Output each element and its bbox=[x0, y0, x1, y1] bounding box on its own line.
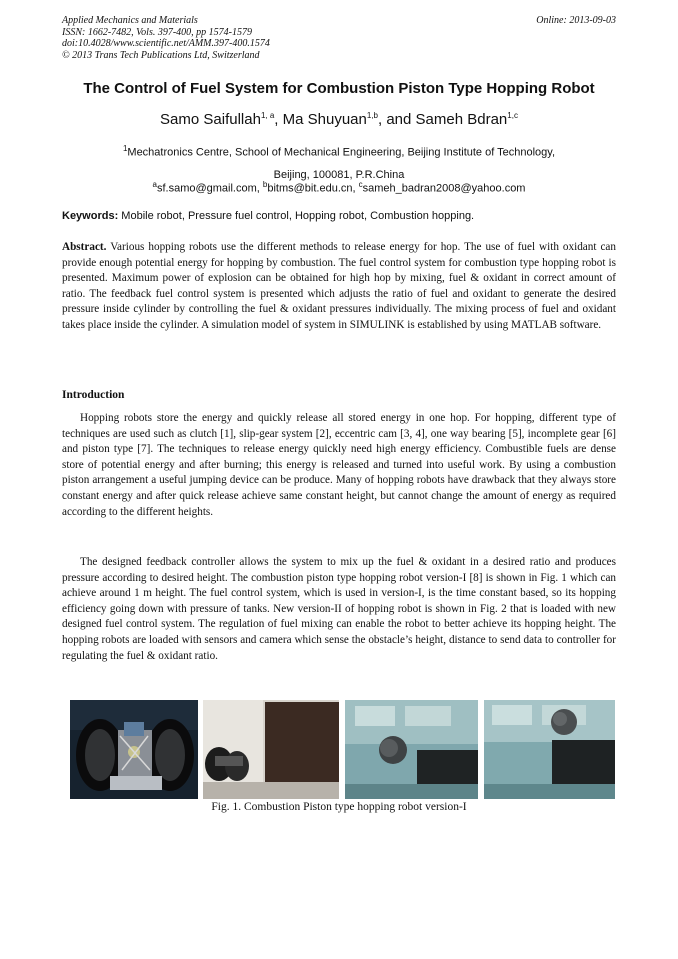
figure-1-caption: Fig. 1. Combustion Piston type hopping robot version-I bbox=[211, 801, 467, 813]
author-affiliation-mark: 1, a bbox=[260, 111, 275, 120]
email-separator: , bbox=[352, 182, 359, 195]
keywords bbox=[62, 210, 622, 222]
paper-title: The Control of Fuel System for Combustion Piston Type Hopping Robot bbox=[83, 80, 595, 97]
email-separator: , bbox=[256, 182, 263, 195]
affiliation-mark: 1 bbox=[122, 144, 128, 153]
online-date: Online: 2013-09-03 bbox=[536, 15, 616, 26]
author-affiliation-mark: 1,c bbox=[507, 111, 518, 120]
introduction-paragraph-2: The designed feedback controller allows the system to mix up the fuel & oxidant in a desired ratio and produces pressure according to desired height. The combustion piston type hopping robot version-I [8] is shown in Fig. 1 which can achieve around 1 m height. The fuel control system, which is used in version-I, is the time constant based, so its hopping efficiency going down with pressure of tanks. New version-II of hopping robot is shown in Fig. 2 that is loaded with new designed fuel control system. The regulation of fuel mixing can enable the robot to better achieve its hopping height. The hopping robots are loaded with sensors and camera which sense the obstacle’s height, distance to send data to controller for regulating the fuel & oxidant ratio. bbox=[62, 556, 616, 662]
author-name: Samo Saifullah bbox=[160, 111, 261, 128]
author-name: Ma Shuyuan bbox=[282, 111, 367, 128]
affiliation bbox=[62, 138, 616, 186]
author-list bbox=[40, 111, 638, 128]
author-emails bbox=[40, 180, 638, 195]
section-heading-introduction: Introduction bbox=[62, 389, 125, 401]
author-separator: , and bbox=[378, 111, 416, 128]
abstract-label: Abstract. bbox=[62, 241, 107, 253]
email-link[interactable]: bitms@bit.edu.cn bbox=[267, 182, 353, 195]
affiliation-line-2: Beijing, 100081, P.R.China bbox=[273, 168, 405, 181]
robot-closeup-photo bbox=[70, 700, 198, 799]
robot-hop-photo-2 bbox=[345, 700, 478, 799]
abstract-text: Various hopping robots use the different methods to release energy for hop. The use of fuel with oxidant can provide enough potential energy for hopping by combustion. The fuel control system for combustion type hopping robot is presented. Maximum power of explosion can be obtained for high hop by mixing, fuel & oxidant in correct amount of ratio. The feedback fuel control system is presented which adjusts the ratio of fuel and oxidant to generate the desired pressure inside cylinder by controlling the fuel & oxidant pressures individually. The mixing process of fuel and oxidant takes place inside the cylinder. A simulation model of system in SIMULINK is established by using MATLAB software. bbox=[62, 241, 616, 331]
keywords-label: Keywords: bbox=[62, 210, 119, 222]
journal-name: Applied Mechanics and Materials bbox=[62, 15, 198, 26]
journal-header bbox=[62, 15, 616, 61]
email-mark: c bbox=[358, 180, 363, 189]
abstract bbox=[62, 240, 616, 334]
robot-wall-photo-1 bbox=[203, 700, 339, 799]
keywords-text: Mobile robot, Pressure fuel control, Hopping robot, Combustion hopping. bbox=[118, 210, 475, 222]
doi-line: doi:10.4028/www.scientific.net/AMM.397-400.1574 bbox=[62, 38, 270, 49]
affiliation-line-1: Mechatronics Centre, School of Mechanical Engineering, Beijing Institute of Technology, bbox=[127, 146, 556, 159]
copyright-line: © 2013 Trans Tech Publications Ltd, Switzerland bbox=[62, 49, 260, 61]
author-name: Sameh Bdran bbox=[415, 111, 508, 128]
email-link[interactable]: sameh_badran2008@yahoo.com bbox=[362, 182, 526, 195]
issn-line: ISSN: 1662-7482, Vols. 397-400, pp 1574-1579 bbox=[62, 26, 252, 38]
figure-1-photos bbox=[70, 700, 615, 799]
robot-hop-photo-3 bbox=[484, 700, 615, 799]
author-separator: , bbox=[274, 111, 283, 128]
introduction-paragraph-1: Hopping robots store the energy and quickly release all stored energy in one hop. For hopping, different type of techniques are used such as clutch [1], slip-gear system [2], eccentric cam [3, 4], one way bearing [5], incomplete gear [6] and piston type [7]. The techniques to release energy quickly need high energy efficiency. Combustible fuels are dense store of potential energy and after burning; this energy is released and turned into useful work. By using a combustion piston arrangement a useful jumping device can be produce. Many of hopping robots have drawback that they always store constant energy and after quick release achieve same constant height, but cannot change the amount of energy as required according to the different heights. bbox=[62, 412, 616, 518]
author-affiliation-mark: 1,b bbox=[366, 111, 378, 120]
email-link[interactable]: sf.samo@gmail.com bbox=[156, 182, 257, 195]
email-mark: b bbox=[262, 180, 268, 189]
email-mark: a bbox=[152, 180, 157, 189]
